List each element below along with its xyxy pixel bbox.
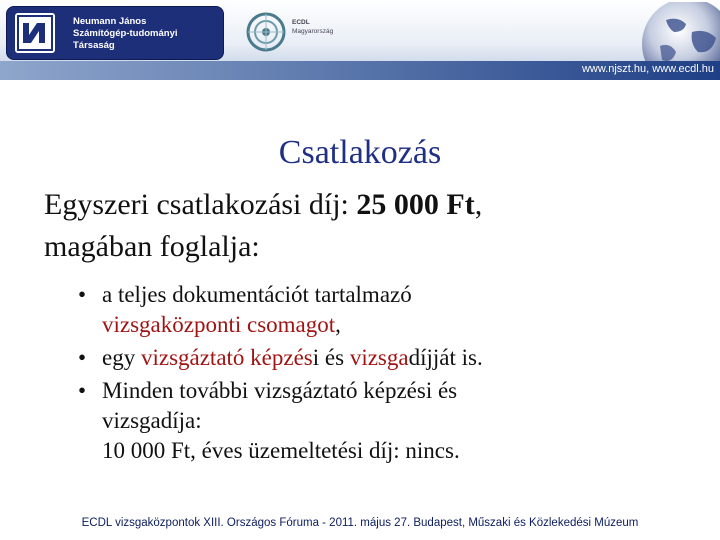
intro-text: Egyszeri csatlakozási díj: bbox=[44, 188, 357, 221]
njszt-line-3: Társaság bbox=[73, 40, 115, 51]
bullet-2-text-a: egy bbox=[102, 345, 141, 370]
njszt-line-1: Neumann János bbox=[73, 16, 147, 27]
bullet-1-highlight: vizsgaközponti csomagot bbox=[102, 312, 336, 337]
intro-comma: , bbox=[474, 188, 483, 221]
bullet-1-comma: , bbox=[335, 312, 341, 337]
njszt-line-2: Számítógép-tudományi bbox=[73, 28, 178, 39]
bullet-glyph: • bbox=[78, 345, 87, 370]
bullet-list bbox=[78, 280, 698, 469]
website-urls: www.njszt.hu, www.ecdl.hu bbox=[581, 63, 714, 75]
ecdl-logo-icon bbox=[244, 10, 288, 54]
fee-intro bbox=[44, 184, 684, 268]
bullet-item-1 bbox=[78, 280, 698, 340]
footer-caption: ECDL vizsgaközpontok XIII. Országos Fóruma - 2011. május 27. Budapest, Műszaki és Közlekedési Múzeum bbox=[81, 517, 639, 529]
bullet-2-text-e: díjját is. bbox=[408, 345, 483, 370]
bullet-2-highlight-a: vizsgáztató képzés bbox=[140, 345, 313, 370]
bullet-glyph: • bbox=[78, 282, 87, 307]
bullet-2-text-c: i és bbox=[312, 345, 350, 370]
ecdl-name bbox=[292, 18, 333, 36]
slide-title: Csatlakozás bbox=[278, 134, 442, 171]
njszt-logo-box bbox=[6, 6, 224, 60]
bullet-item-3 bbox=[78, 376, 698, 466]
bullet-3-line-2: vizsgadíja: bbox=[102, 408, 202, 433]
njszt-name bbox=[73, 16, 178, 52]
fee-amount: 25 000 Ft bbox=[356, 188, 475, 221]
intro-line-2: magában foglalja: bbox=[44, 230, 260, 263]
header-banner bbox=[0, 0, 720, 80]
bullet-2-highlight-b: vizsga bbox=[349, 345, 409, 370]
bullet-item-2 bbox=[78, 343, 698, 373]
bullet-3-line-1: Minden további vizsgáztató képzési és bbox=[102, 378, 458, 403]
bullet-glyph: • bbox=[78, 378, 87, 403]
bullet-3-line-3: 10 000 Ft, éves üzemeltetési díj: nincs. bbox=[102, 438, 460, 463]
ecdl-line-2: Magyarország bbox=[292, 28, 334, 35]
ecdl-line-1: ECDL bbox=[292, 19, 310, 26]
bullet-1-text: a teljes dokumentációt tartalmazó bbox=[102, 282, 412, 307]
njszt-emblem-icon bbox=[15, 13, 55, 53]
